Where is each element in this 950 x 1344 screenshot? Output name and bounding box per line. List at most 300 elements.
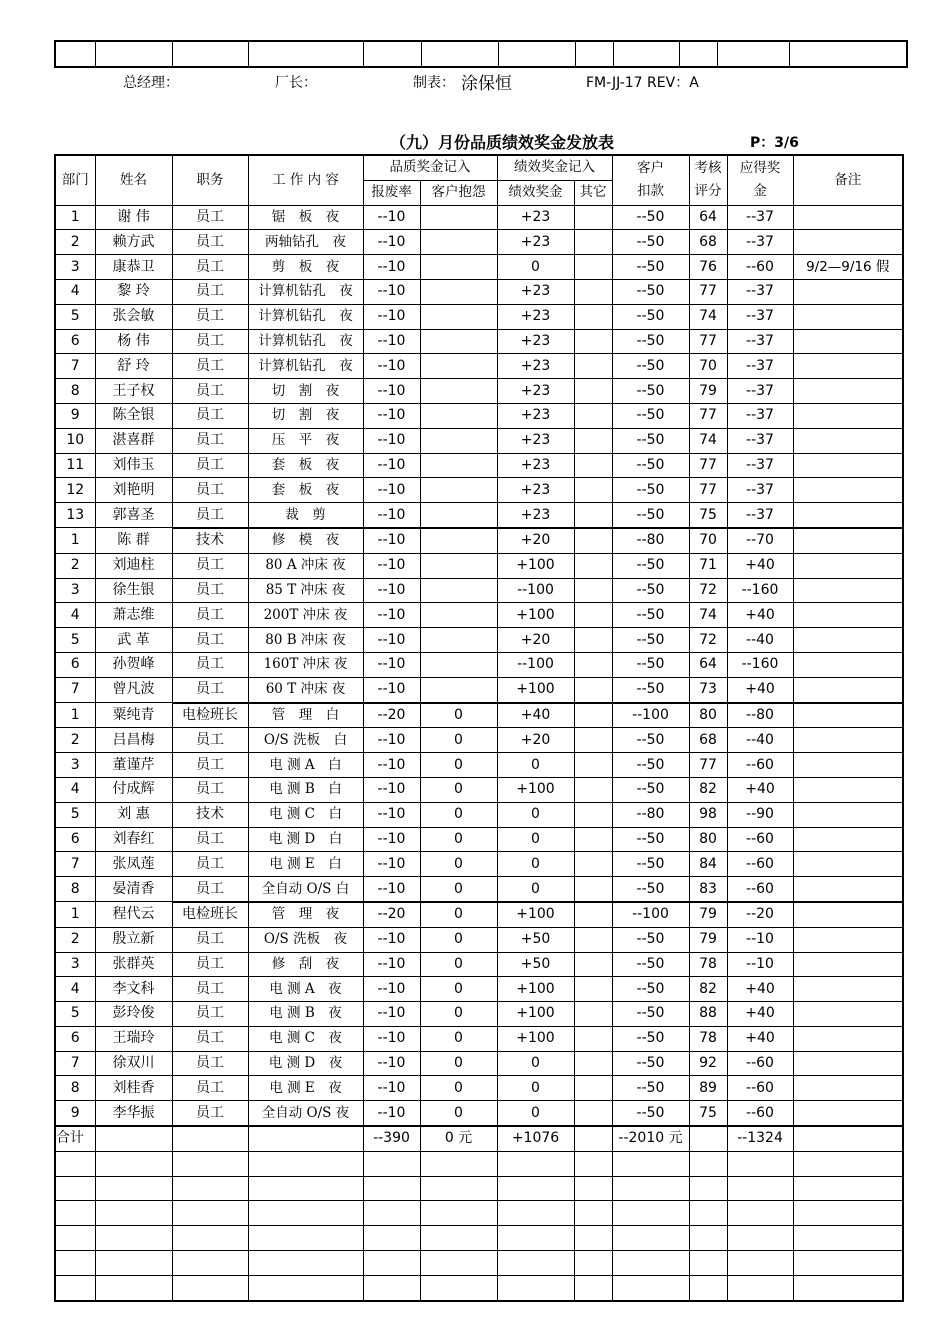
- scrap-rate: --10: [363, 1026, 420, 1051]
- total-bonus: --1324: [727, 1126, 793, 1151]
- customer-complaint: 0: [420, 1101, 497, 1126]
- scrap-rate: --10: [363, 777, 420, 802]
- work-content: 套 板 夜: [248, 453, 363, 478]
- bonus-due: --80: [727, 703, 793, 728]
- row-number: 1: [55, 703, 95, 728]
- table-row: [55, 304, 903, 329]
- remark: [793, 478, 903, 503]
- employee-name: 张群英: [95, 952, 172, 977]
- employee-name: 孙贺峰: [95, 652, 172, 677]
- employee-position: 员工: [172, 1101, 248, 1126]
- table-row: [55, 1002, 903, 1027]
- perf-bonus: +20: [497, 628, 574, 653]
- total-deduct: --2010 元: [612, 1126, 689, 1151]
- employee-position: 员工: [172, 329, 248, 354]
- perf-bonus: 0: [497, 255, 574, 280]
- row-number: 7: [55, 852, 95, 877]
- scrap-rate: --10: [363, 1051, 420, 1076]
- remark: [793, 329, 903, 354]
- row-number: 9: [55, 403, 95, 428]
- remark: [793, 528, 903, 553]
- other: [574, 1002, 612, 1027]
- employee-position: 电检班长: [172, 902, 248, 927]
- employee-position: 员工: [172, 677, 248, 702]
- row-number: 7: [55, 1051, 95, 1076]
- employee-name: 舒 玲: [95, 354, 172, 379]
- blank-cell: [689, 1176, 727, 1201]
- col-other: 其它: [574, 180, 612, 205]
- blank-cell: [689, 1151, 727, 1176]
- blank-cell: [574, 1226, 612, 1251]
- customer-deduct: --80: [612, 528, 689, 553]
- remark: [793, 728, 903, 753]
- remark: [793, 354, 903, 379]
- customer-deduct: --50: [612, 852, 689, 877]
- table-row: [55, 927, 903, 952]
- bonus-due: --60: [727, 852, 793, 877]
- blank-cell: [689, 1226, 727, 1251]
- other: [574, 428, 612, 453]
- employee-name: 刘迪柱: [95, 553, 172, 578]
- total-scrap: --390: [363, 1126, 420, 1151]
- table-row: [55, 279, 903, 304]
- table-row: [55, 230, 903, 255]
- employee-position: 技术: [172, 802, 248, 827]
- work-content: 锯 板 夜: [248, 205, 363, 230]
- employee-name: 彭玲俊: [95, 1002, 172, 1027]
- perf-bonus: +100: [497, 1026, 574, 1051]
- row-number: 3: [55, 578, 95, 603]
- perf-bonus: +40: [497, 703, 574, 728]
- employee-position: 员工: [172, 304, 248, 329]
- remark: [793, 852, 903, 877]
- scrap-rate: --10: [363, 952, 420, 977]
- other: [574, 1026, 612, 1051]
- scrap-rate: --10: [363, 628, 420, 653]
- blank-cell: [793, 1275, 903, 1300]
- remark: [793, 652, 903, 677]
- employee-position: 员工: [172, 603, 248, 628]
- customer-complaint: [420, 428, 497, 453]
- score: 74: [689, 428, 727, 453]
- employee-name: 刘艳明: [95, 478, 172, 503]
- work-content: O/S 洗板 白: [248, 728, 363, 753]
- row-number: 8: [55, 877, 95, 902]
- employee-name: 张凤莲: [95, 852, 172, 877]
- other: [574, 952, 612, 977]
- customer-deduct: --50: [612, 1076, 689, 1101]
- employee-name: 付成辉: [95, 777, 172, 802]
- remark: [793, 1051, 903, 1076]
- blank-cell: [497, 1176, 574, 1201]
- employee-position: 员工: [172, 927, 248, 952]
- bonus-due: --37: [727, 453, 793, 478]
- row-number: 5: [55, 1002, 95, 1027]
- row-number: 1: [55, 528, 95, 553]
- row-number: 4: [55, 977, 95, 1002]
- other: [574, 652, 612, 677]
- employee-name: 程代云: [95, 902, 172, 927]
- customer-complaint: [420, 628, 497, 653]
- blank-cell: [497, 1251, 574, 1276]
- scrap-rate: --10: [363, 1002, 420, 1027]
- work-content: 80 B 冲床 夜: [248, 628, 363, 653]
- row-number: 7: [55, 354, 95, 379]
- score: 78: [689, 952, 727, 977]
- row-number: 6: [55, 827, 95, 852]
- bonus-due: --37: [727, 428, 793, 453]
- employee-position: 员工: [172, 379, 248, 404]
- customer-complaint: 0: [420, 977, 497, 1002]
- other: [574, 478, 612, 503]
- employee-name: 粟纯青: [95, 703, 172, 728]
- customer-complaint: [420, 304, 497, 329]
- row-number: 4: [55, 603, 95, 628]
- blank-cell: [497, 1226, 574, 1251]
- employee-name: 杨 伟: [95, 329, 172, 354]
- table-row: [55, 677, 903, 702]
- table-body: [55, 205, 903, 1301]
- customer-complaint: 0: [420, 927, 497, 952]
- work-content: 全自动 O/S 白: [248, 877, 363, 902]
- customer-complaint: 0: [420, 753, 497, 778]
- scrap-rate: --10: [363, 428, 420, 453]
- customer-deduct: --50: [612, 230, 689, 255]
- blank-cell: [95, 1275, 172, 1300]
- table-row: [55, 703, 903, 728]
- perf-bonus: +23: [497, 354, 574, 379]
- perf-bonus: +23: [497, 230, 574, 255]
- blank-cell: [727, 1151, 793, 1176]
- blank-cell: [248, 1251, 363, 1276]
- row-number: 8: [55, 379, 95, 404]
- other: [574, 1076, 612, 1101]
- bonus-due: --37: [727, 379, 793, 404]
- customer-complaint: [420, 329, 497, 354]
- customer-deduct: --50: [612, 428, 689, 453]
- blank-cell: [793, 1176, 903, 1201]
- score: 68: [689, 230, 727, 255]
- other: [574, 453, 612, 478]
- score: 79: [689, 927, 727, 952]
- customer-complaint: 0: [420, 1002, 497, 1027]
- work-content: 修 刮 夜: [248, 952, 363, 977]
- bonus-due: --37: [727, 329, 793, 354]
- scrap-rate: --10: [363, 329, 420, 354]
- blank-cell: [612, 1251, 689, 1276]
- score: 78: [689, 1026, 727, 1051]
- table-row: [55, 379, 903, 404]
- perf-bonus: 0: [497, 1076, 574, 1101]
- other: [574, 827, 612, 852]
- remark: [793, 578, 903, 603]
- blank-cell: [727, 1201, 793, 1226]
- blank-row: [55, 1176, 903, 1201]
- score: 70: [689, 354, 727, 379]
- customer-deduct: --50: [612, 827, 689, 852]
- customer-complaint: 0: [420, 1026, 497, 1051]
- scrap-rate: --10: [363, 1076, 420, 1101]
- blank-cell: [363, 1201, 420, 1226]
- employee-name: 徐生银: [95, 578, 172, 603]
- work-content: 计算机钻孔 夜: [248, 304, 363, 329]
- table-row: [55, 1076, 903, 1101]
- remark: [793, 703, 903, 728]
- remark: [793, 1026, 903, 1051]
- employee-name: 萧志维: [95, 603, 172, 628]
- table-row: [55, 728, 903, 753]
- score: 84: [689, 852, 727, 877]
- col-complaint: 客户抱怨: [420, 180, 497, 205]
- blank-cell: [248, 1226, 363, 1251]
- other: [574, 230, 612, 255]
- other: [574, 379, 612, 404]
- scrap-rate: --10: [363, 205, 420, 230]
- employee-name: 刘春红: [95, 827, 172, 852]
- table-row: [55, 652, 903, 677]
- other: [574, 877, 612, 902]
- blank-cell: [574, 1251, 612, 1276]
- employee-name: 吕昌梅: [95, 728, 172, 753]
- employee-name: 李文科: [95, 977, 172, 1002]
- bonus-due: --37: [727, 503, 793, 528]
- customer-complaint: 0: [420, 777, 497, 802]
- scrap-rate: --10: [363, 279, 420, 304]
- bonus-due: +40: [727, 677, 793, 702]
- customer-complaint: 0: [420, 902, 497, 927]
- col-perf-bonus: 绩效奖金: [497, 180, 574, 205]
- employee-name: 刘桂香: [95, 1076, 172, 1101]
- employee-name: 徐双川: [95, 1051, 172, 1076]
- customer-complaint: 0: [420, 728, 497, 753]
- other: [574, 578, 612, 603]
- table-row: [55, 1051, 903, 1076]
- table-row: [55, 852, 903, 877]
- table-row: [55, 329, 903, 354]
- customer-complaint: [420, 230, 497, 255]
- employee-position: 员工: [172, 354, 248, 379]
- table-row: [55, 1101, 903, 1126]
- score: 77: [689, 478, 727, 503]
- scrap-rate: --10: [363, 753, 420, 778]
- perf-bonus: +100: [497, 977, 574, 1002]
- perf-bonus: +23: [497, 304, 574, 329]
- table-row: [55, 453, 903, 478]
- blank-cell: [363, 1275, 420, 1300]
- blank-cell: [574, 1275, 612, 1300]
- customer-complaint: [420, 553, 497, 578]
- scrap-rate: --10: [363, 354, 420, 379]
- customer-complaint: [420, 453, 497, 478]
- remark: [793, 403, 903, 428]
- score: 98: [689, 802, 727, 827]
- row-number: 2: [55, 728, 95, 753]
- remark: [793, 927, 903, 952]
- customer-complaint: [420, 478, 497, 503]
- work-content: 压 平 夜: [248, 428, 363, 453]
- table-row: [55, 603, 903, 628]
- other: [574, 728, 612, 753]
- row-number: 11: [55, 453, 95, 478]
- row-number: 3: [55, 753, 95, 778]
- customer-complaint: [420, 354, 497, 379]
- work-content: 两轴钻孔 夜: [248, 230, 363, 255]
- employee-position: 员工: [172, 777, 248, 802]
- score: 73: [689, 677, 727, 702]
- remark: [793, 279, 903, 304]
- other: [574, 354, 612, 379]
- blank-cell: [248, 1275, 363, 1300]
- employee-position: 员工: [172, 553, 248, 578]
- blank-cell: [689, 1275, 727, 1300]
- employee-position: 员工: [172, 1051, 248, 1076]
- customer-complaint: 0: [420, 1051, 497, 1076]
- blank-cell: [689, 1126, 727, 1151]
- customer-complaint: [420, 503, 497, 528]
- other: [574, 304, 612, 329]
- perf-bonus: +23: [497, 379, 574, 404]
- perf-bonus: 0: [497, 1101, 574, 1126]
- perf-bonus: 0: [497, 802, 574, 827]
- score: 88: [689, 1002, 727, 1027]
- blank-cell: [727, 1275, 793, 1300]
- bonus-due: --160: [727, 652, 793, 677]
- remark: [793, 827, 903, 852]
- blank-row: [55, 1151, 903, 1176]
- blank-cell: [612, 1151, 689, 1176]
- blank-cell: [420, 1226, 497, 1251]
- blank-cell: [248, 1126, 363, 1151]
- score: 75: [689, 1101, 727, 1126]
- other: [574, 977, 612, 1002]
- remark: [793, 977, 903, 1002]
- table-row: [55, 877, 903, 902]
- other: [574, 205, 612, 230]
- customer-deduct: --50: [612, 578, 689, 603]
- score: 77: [689, 453, 727, 478]
- perf-bonus: +100: [497, 603, 574, 628]
- table-row: [55, 802, 903, 827]
- work-content: 80 A 冲床 夜: [248, 553, 363, 578]
- blank-cell: [363, 1176, 420, 1201]
- table-row: [55, 428, 903, 453]
- customer-deduct: --80: [612, 802, 689, 827]
- table-row: [55, 1026, 903, 1051]
- blank-cell: [55, 1151, 95, 1176]
- bonus-due: --40: [727, 728, 793, 753]
- work-content: 电 测 E 夜: [248, 1076, 363, 1101]
- customer-deduct: --50: [612, 628, 689, 653]
- scrap-rate: --10: [363, 528, 420, 553]
- row-number: 3: [55, 952, 95, 977]
- page-title: （九）月份品质绩效奖金发放表: [390, 133, 615, 152]
- score: 82: [689, 977, 727, 1002]
- customer-complaint: 0: [420, 852, 497, 877]
- perf-bonus: +100: [497, 553, 574, 578]
- other: [574, 902, 612, 927]
- blank-cell: [497, 1275, 574, 1300]
- bonus-due: --37: [727, 205, 793, 230]
- blank-cell: [612, 1201, 689, 1226]
- employee-position: 员工: [172, 205, 248, 230]
- blank-row: [55, 1201, 903, 1226]
- perf-bonus: +23: [497, 478, 574, 503]
- total-complaint: 0 元: [420, 1126, 497, 1151]
- remark: [793, 877, 903, 902]
- row-number: 6: [55, 652, 95, 677]
- blank-cell: [172, 1176, 248, 1201]
- customer-complaint: 0: [420, 703, 497, 728]
- employee-position: 员工: [172, 1076, 248, 1101]
- scrap-rate: --20: [363, 902, 420, 927]
- perf-bonus: +50: [497, 952, 574, 977]
- blank-cell: [95, 1176, 172, 1201]
- scrap-rate: --10: [363, 478, 420, 503]
- blank-cell: [363, 1251, 420, 1276]
- blank-cell: [363, 1151, 420, 1176]
- bonus-due: +40: [727, 1002, 793, 1027]
- customer-complaint: 0: [420, 802, 497, 827]
- perf-bonus: +100: [497, 1002, 574, 1027]
- bonus-due: +40: [727, 1026, 793, 1051]
- bonus-due: --20: [727, 902, 793, 927]
- col-position: 职务: [172, 155, 248, 205]
- row-number: 2: [55, 553, 95, 578]
- other: [574, 677, 612, 702]
- table-row: [55, 977, 903, 1002]
- table-row: [55, 827, 903, 852]
- table-row: [55, 628, 903, 653]
- employee-name: 张会敏: [95, 304, 172, 329]
- remark: [793, 902, 903, 927]
- blank-cell: [727, 1176, 793, 1201]
- bonus-due: --60: [727, 877, 793, 902]
- row-number: 9: [55, 1101, 95, 1126]
- customer-deduct: --50: [612, 977, 689, 1002]
- bonus-due: --60: [727, 255, 793, 280]
- blank-cell: [95, 1226, 172, 1251]
- work-content: 160T 冲床 夜: [248, 652, 363, 677]
- remark: [793, 205, 903, 230]
- score: 82: [689, 777, 727, 802]
- work-content: O/S 洗板 夜: [248, 927, 363, 952]
- row-number: 6: [55, 329, 95, 354]
- table-row: [55, 553, 903, 578]
- col-dept: 部门: [55, 155, 95, 205]
- remark: [793, 1002, 903, 1027]
- perf-bonus: +23: [497, 329, 574, 354]
- blank-cell: [55, 1226, 95, 1251]
- blank-cell: [497, 1201, 574, 1226]
- employee-name: 赖方武: [95, 230, 172, 255]
- customer-deduct: --50: [612, 1051, 689, 1076]
- bonus-due: --90: [727, 802, 793, 827]
- row-number: 10: [55, 428, 95, 453]
- remark: 9/2—9/16 假: [793, 255, 903, 280]
- scrap-rate: --10: [363, 852, 420, 877]
- remark: [793, 553, 903, 578]
- col-scrap-rate: 报废率: [363, 180, 420, 205]
- scrap-rate: --10: [363, 403, 420, 428]
- row-number: 4: [55, 777, 95, 802]
- row-number: 1: [55, 902, 95, 927]
- col-customer-deduct: 客户扣款: [612, 155, 689, 205]
- customer-deduct: --50: [612, 453, 689, 478]
- employee-name: 郭喜圣: [95, 503, 172, 528]
- scrap-rate: --20: [363, 703, 420, 728]
- bonus-due: --37: [727, 279, 793, 304]
- score: 79: [689, 379, 727, 404]
